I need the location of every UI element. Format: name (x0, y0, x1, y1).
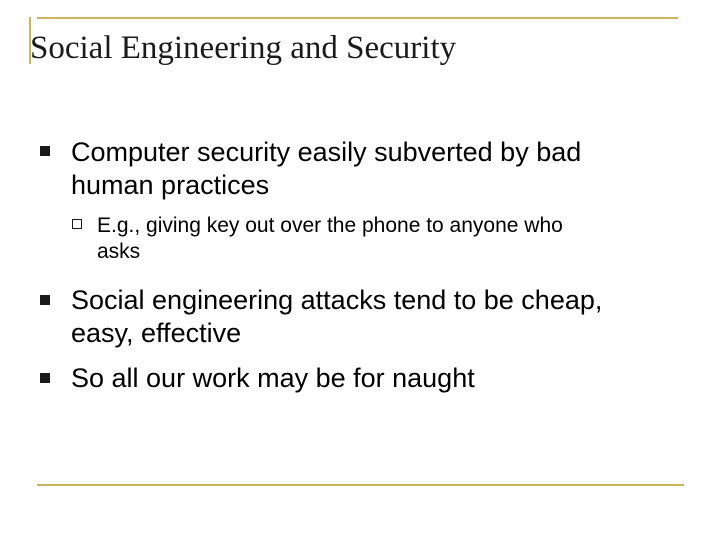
bullet-text (71, 136, 671, 202)
bullet-line: So all our work may be for naught (71, 363, 475, 393)
bullet-line: Social engineering attacks tend to be cheap, (71, 285, 603, 315)
square-bullet-icon (40, 295, 50, 305)
square-bullet-icon (40, 146, 50, 156)
bullet-text (71, 362, 671, 395)
bullet-line: easy, effective (71, 318, 242, 348)
bullet-line: Computer security easily subverted by bad (71, 137, 582, 167)
bullet-line: E.g., giving key out over the phone to anyone who (97, 214, 563, 237)
footer-rule (37, 484, 684, 486)
hollow-square-bullet-icon (72, 219, 82, 229)
bullet-line: asks (97, 240, 141, 263)
bullet-text (71, 284, 671, 350)
sub-bullet-text (97, 213, 687, 265)
square-bullet-icon (40, 373, 50, 383)
bullet-line: human practices (71, 170, 270, 200)
slide-title: Social Engineering and Security (30, 30, 457, 66)
